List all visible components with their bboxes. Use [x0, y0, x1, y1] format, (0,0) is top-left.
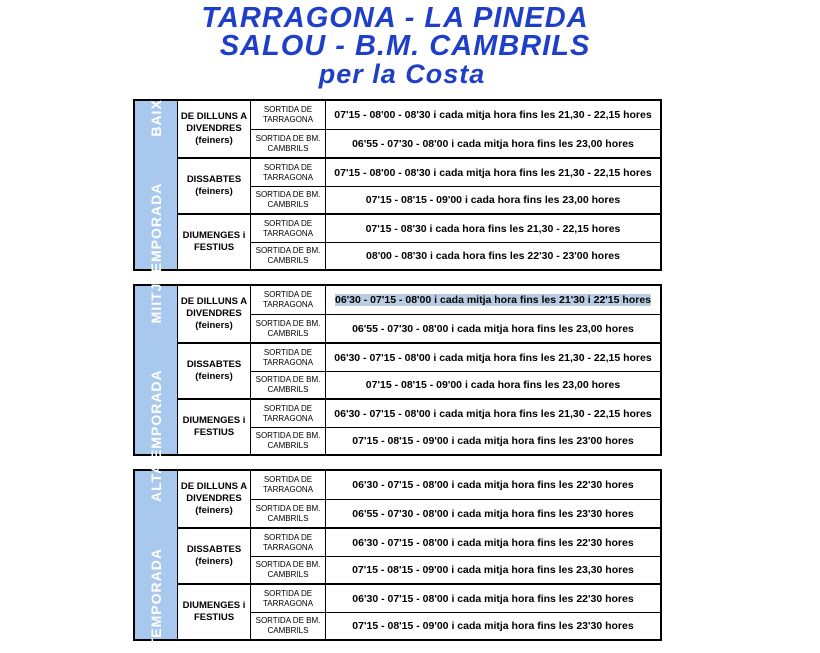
origin-cell: SORTIDA DE TARRAGONA — [251, 159, 326, 186]
origin-cell: SORTIDA DE TARRAGONA — [251, 286, 326, 314]
title-line-2: SALOU - B.M. CAMBRILS — [219, 30, 591, 62]
season-block-mitja — [133, 271, 662, 469]
schedule-cell: 07'15 - 08'00 - 08'30 i cada mitja hora fins les 21,30 - 22,15 hores — [334, 109, 652, 121]
schedule-cell: 06'55 - 07'30 - 08'00 i cada mitja hora fins les 23,00 hores — [352, 137, 634, 150]
origin-cell: SORTIDA DE BM. CAMBRILS — [251, 187, 326, 213]
schedule-row — [251, 427, 660, 454]
origin-cell: SORTIDA DE TARRAGONA — [251, 585, 326, 612]
schedule-row — [251, 556, 660, 583]
schedule-cell: 07'15 - 08'15 - 09'00 i cada mitja hora fins les 23'30 hores — [352, 620, 634, 632]
day-label: DIUMENGES i FESTIUS — [178, 400, 251, 454]
schedule-cell: 07'15 - 08'15 - 09'00 i cada hora fins les 23,00 hores — [365, 194, 621, 206]
season-block-alta — [133, 462, 662, 648]
schedule-cell: 06'55 - 07'30 - 08'00 i cada mitja hora fins les 23,00 hores — [352, 322, 634, 335]
day-label: DIUMENGES i FESTIUS — [178, 215, 251, 269]
title-line-3: per la Costa — [318, 59, 486, 89]
schedule-row — [251, 585, 660, 612]
origin-cell: SORTIDA DE TARRAGONA — [251, 400, 326, 427]
origin-cell: SORTIDA DE BM. CAMBRILS — [251, 500, 326, 527]
day-label: DE DILLUNS A DIVENDRES (feiners) — [178, 286, 251, 342]
schedule-row — [251, 129, 660, 157]
season-label: TEMPORADAALTA — [148, 462, 164, 648]
schedule-row — [251, 101, 660, 129]
schedule-cell: 07'15 - 08'15 - 09'00 i cada mitja hora fins les 23'00 hores — [352, 435, 634, 447]
schedule-cell: 07'15 - 08'00 - 08'30 i cada mitja hora fins les 21,30 - 22,15 hores — [334, 166, 652, 179]
schedule-cell: 08'00 - 08'30 i cada hora fins les 22'30 - 23'00 hores — [366, 250, 620, 262]
schedule-row — [251, 499, 660, 527]
origin-cell: SORTIDA DE BM. CAMBRILS — [251, 130, 326, 157]
origin-cell: SORTIDA DE TARRAGONA — [251, 215, 326, 242]
day-group-sundays — [178, 213, 660, 269]
day-group-sundays — [178, 398, 660, 454]
season-band — [135, 88, 178, 282]
schedule-cell: 06'30 - 07'15 - 08'00 i cada mitja hora fins les 22'30 hores — [352, 536, 634, 549]
day-group-saturdays — [178, 157, 660, 213]
origin-cell: SORTIDA DE BM. CAMBRILS — [251, 557, 326, 583]
day-group-weekdays — [178, 101, 660, 157]
schedule-row — [251, 186, 660, 213]
origin-cell: SORTIDA DE BM. CAMBRILS — [251, 428, 326, 454]
season-band — [135, 462, 178, 648]
origin-cell: SORTIDA DE TARRAGONA — [251, 529, 326, 556]
origin-cell: SORTIDA DE BM. CAMBRILS — [251, 372, 326, 398]
day-label: DE DILLUNS A DIVENDRES (feiners) — [178, 101, 251, 157]
day-group-weekdays — [178, 471, 660, 527]
schedule-cell: 06'30 - 07'15 - 08'00 i cada mitja hora fins les 21,30 - 22,15 hores — [334, 407, 652, 420]
origin-cell: SORTIDA DE TARRAGONA — [251, 101, 326, 129]
schedule-cell: 07'15 - 08'30 i cada hora fins les 21,30 - 22,15 hores — [365, 222, 621, 235]
season-label: TEMPORADAMIITJA — [148, 271, 164, 469]
day-label: DISSABTES (feiners) — [178, 529, 251, 583]
schedule-row — [251, 529, 660, 556]
origin-cell: SORTIDA DE BM. CAMBRILS — [251, 315, 326, 342]
day-label: DE DILLUNS A DIVENDRES (feiners) — [178, 471, 251, 527]
schedule-cell: 06'30 - 07'15 - 08'00 i cada mitja hora fins les 22'30 hores — [352, 592, 634, 605]
schedule-row — [251, 286, 660, 314]
origin-cell: SORTIDA DE TARRAGONA — [251, 471, 326, 499]
day-group-sundays — [178, 583, 660, 639]
title-line-1: TARRAGONA - LA PINEDA — [201, 2, 589, 34]
schedule-row — [251, 242, 660, 269]
origin-cell: SORTIDA DE BM. CAMBRILS — [251, 613, 326, 639]
day-label: DIUMENGES i FESTIUS — [178, 585, 251, 639]
selected-text[interactable]: 06'30 - 07'15 - 08'00 i cada mitja hora fins les 21'30 i 22'15 hores — [335, 294, 651, 306]
day-group-weekdays — [178, 286, 660, 342]
season-block-baixa — [133, 88, 662, 282]
schedule-row — [251, 471, 660, 499]
day-label: DISSABTES (feiners) — [178, 344, 251, 398]
schedule-cell: 06'30 - 07'15 - 08'00 i cada mitja hora fins les 22'30 hores — [352, 479, 634, 491]
schedule-row — [251, 314, 660, 342]
schedule-row — [251, 612, 660, 639]
schedule-row — [251, 215, 660, 242]
day-label: DISSABTES (feiners) — [178, 159, 251, 213]
day-group-saturdays — [178, 527, 660, 583]
origin-cell: SORTIDA DE TARRAGONA — [251, 344, 326, 371]
origin-cell: SORTIDA DE BM. CAMBRILS — [251, 243, 326, 269]
schedule-row — [251, 344, 660, 371]
schedule-row — [251, 159, 660, 186]
schedule-row — [251, 400, 660, 427]
season-band — [135, 271, 178, 469]
schedule-cell: 06'30 - 07'15 - 08'00 i cada mitja hora fins les 21,30 - 22,15 hores — [334, 351, 652, 364]
schedule-cell: 07'15 - 08'15 - 09'00 i cada mitja hora fins les 23,30 hores — [352, 564, 634, 576]
schedule-cell: 07'15 - 08'15 - 09'00 i cada hora fins les 23,00 hores — [365, 379, 621, 391]
schedule-cell-highlighted[interactable] — [326, 286, 660, 314]
schedule-row — [251, 371, 660, 398]
season-label: TEMPORADABAIXA — [148, 88, 164, 282]
day-group-saturdays — [178, 342, 660, 398]
schedule-cell: 06'55 - 07'30 - 08'00 i cada mitja hora fins les 23'30 hores — [352, 507, 634, 520]
